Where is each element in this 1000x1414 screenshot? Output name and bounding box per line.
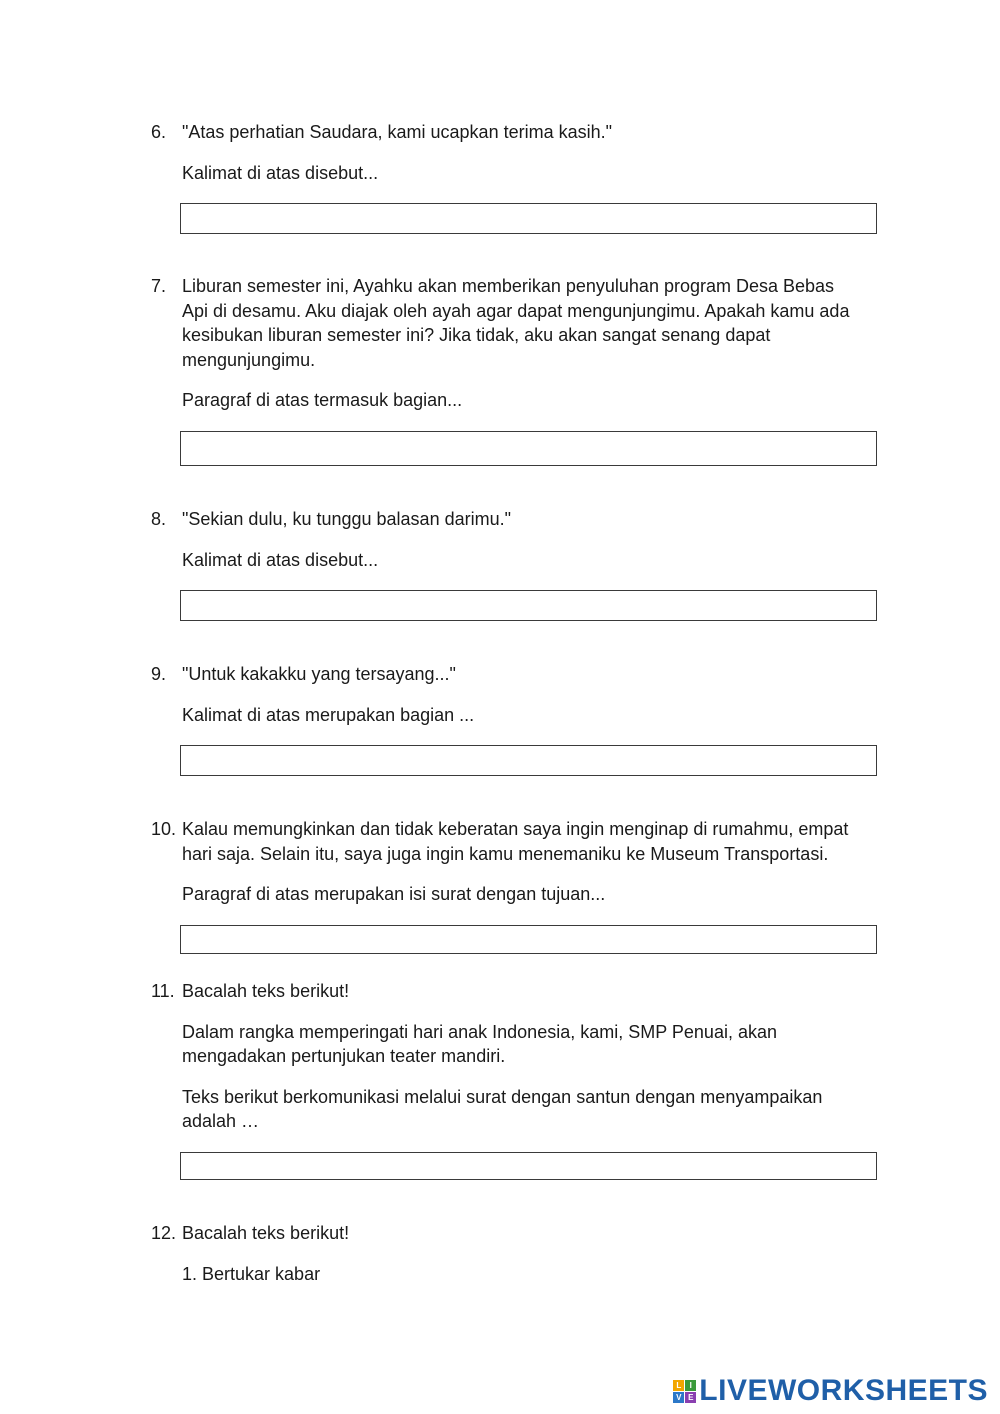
logo-text: LIVEWORKSHEETS [699, 1374, 988, 1407]
answer-box-11[interactable] [180, 1152, 877, 1180]
question-12 [151, 1221, 886, 1286]
question-text: "Atas perhatian Saudara, kami ucapkan terima kasih." [182, 122, 613, 142]
logo-icon [673, 1380, 696, 1403]
question-7 [151, 274, 886, 413]
question-number: 8. [151, 509, 167, 529]
answer-box-6[interactable] [180, 203, 877, 234]
question-text: "Sekian dulu, ku tunggu balasan darimu." [182, 509, 511, 529]
logo-letter: V [673, 1392, 684, 1403]
question-prompt [182, 1085, 886, 1134]
question-text: Bacalah teks berikut! [182, 1223, 350, 1243]
prompt-line: adalah … [182, 1111, 260, 1131]
question-number: 12. [151, 1223, 177, 1243]
question-9 [151, 662, 886, 727]
question-number: 11. [151, 981, 175, 1001]
question-text: "Untuk kakakku yang tersayang..." [182, 664, 456, 684]
liveworksheets-logo [673, 1376, 988, 1406]
question-text: Bacalah teks berikut! [182, 981, 350, 1001]
question-text: Kalau memungkinkan dan tidak keberatan saya ingin menginap di rumahmu, empat [182, 819, 849, 839]
question-passage [182, 1020, 886, 1069]
question-number: 7. [151, 276, 167, 296]
question-text: mengunjungimu. [182, 349, 316, 370]
question-6 [151, 120, 886, 185]
question-text: kesibukan liburan semester ini? Jika tidak, aku akan sangat senang dapat [182, 325, 771, 345]
question-8 [151, 507, 886, 572]
prompt-line: Teks berikut berkomunikasi melalui surat dengan santun dengan menyampaikan [182, 1086, 823, 1107]
answer-box-7[interactable] [180, 431, 877, 466]
question-prompt: Kalimat di atas disebut... [182, 162, 379, 183]
logo-letter: I [685, 1380, 696, 1391]
question-10 [151, 817, 886, 907]
answer-box-10[interactable] [180, 925, 877, 954]
logo-letter: E [685, 1392, 696, 1403]
question-number: 9. [151, 664, 167, 684]
passage-line: Dalam rangka memperingati hari anak Indonesia, kami, SMP Penuai, akan [182, 1021, 777, 1042]
list-item: 1. Bertukar kabar [182, 1263, 321, 1284]
question-text: hari saja. Selain itu, saya juga ingin kamu menemaniku ke Museum Transportasi. [182, 843, 829, 864]
logo-letter: L [673, 1380, 684, 1391]
question-text: Liburan semester ini, Ayahku akan memberikan penyuluhan program Desa Bebas [182, 276, 835, 296]
question-prompt: Kalimat di atas merupakan bagian ... [182, 704, 475, 725]
question-11 [151, 979, 886, 1134]
question-number: 10. [151, 819, 177, 839]
question-text: Api di desamu. Aku diajak oleh ayah agar dapat mengunjungimu. Apakah kamu ada [182, 300, 850, 321]
question-prompt: Kalimat di atas disebut... [182, 549, 379, 570]
passage-line: mengadakan pertunjukan teater mandiri. [182, 1046, 506, 1066]
question-prompt: Paragraf di atas merupakan isi surat dengan tujuan... [182, 884, 606, 904]
question-prompt: Paragraf di atas termasuk bagian... [182, 390, 463, 410]
answer-box-8[interactable] [180, 590, 877, 621]
question-number: 6. [151, 122, 167, 142]
answer-box-9[interactable] [180, 745, 877, 776]
